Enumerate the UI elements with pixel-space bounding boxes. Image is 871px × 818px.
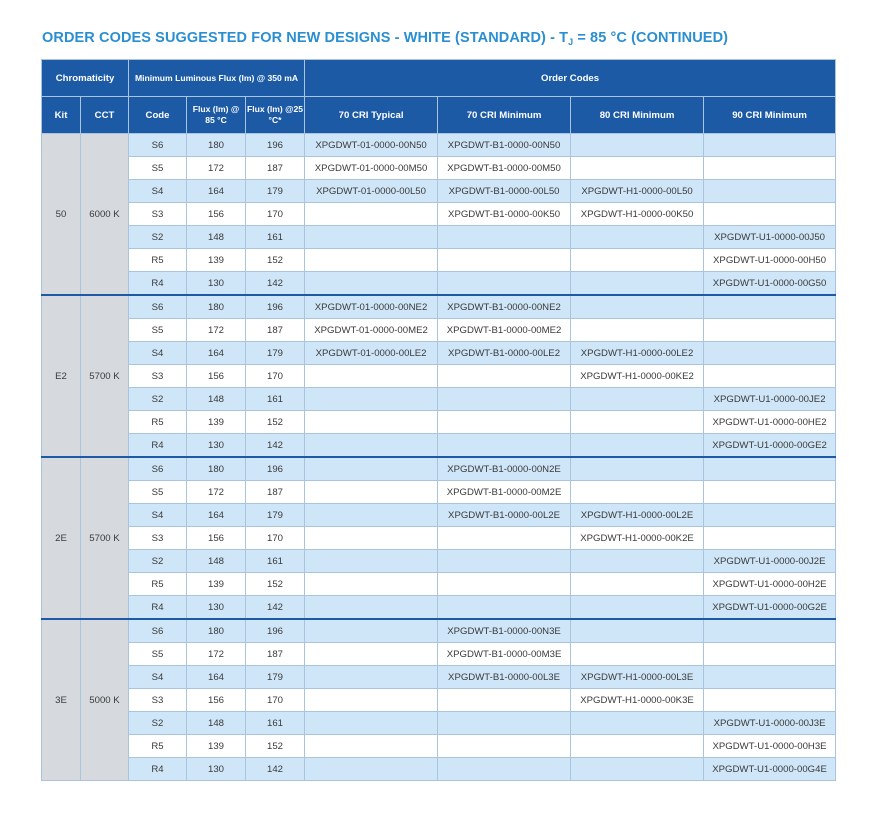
code-cell: S3 xyxy=(129,689,187,712)
flux-25-cell: 152 xyxy=(246,249,305,272)
order-code-70cri-minimum: XPGDWT-B1-0000-00L50 xyxy=(438,180,571,203)
order-codes-table xyxy=(41,59,836,781)
table-row xyxy=(42,666,836,689)
flux-25-cell: 196 xyxy=(246,134,305,157)
order-code-70cri-minimum xyxy=(438,527,571,550)
table-row xyxy=(42,504,836,527)
table-row xyxy=(42,457,836,481)
order-code-90cri-minimum xyxy=(704,180,836,203)
header-70cri-typical: 70 CRI Typical xyxy=(305,97,438,134)
header-order-codes: Order Codes xyxy=(305,60,836,97)
code-cell: R5 xyxy=(129,735,187,758)
order-code-70cri-minimum xyxy=(438,249,571,272)
table-row xyxy=(42,342,836,365)
page-title xyxy=(42,30,728,47)
order-code-90cri-minimum xyxy=(704,365,836,388)
order-code-80cri-minimum: XPGDWT-H1-0000-00L3E xyxy=(571,666,704,689)
order-code-70cri-minimum xyxy=(438,573,571,596)
order-code-70cri-minimum xyxy=(438,365,571,388)
order-code-70cri-minimum xyxy=(438,550,571,573)
order-code-80cri-minimum: XPGDWT-H1-0000-00LE2 xyxy=(571,342,704,365)
order-code-90cri-minimum xyxy=(704,157,836,180)
flux-85-cell: 180 xyxy=(187,134,246,157)
order-code-70cri-typical xyxy=(305,573,438,596)
order-code-90cri-minimum xyxy=(704,619,836,643)
order-code-90cri-minimum xyxy=(704,666,836,689)
flux-85-cell: 148 xyxy=(187,550,246,573)
flux-85-cell: 180 xyxy=(187,457,246,481)
order-code-90cri-minimum xyxy=(704,481,836,504)
order-code-70cri-minimum: XPGDWT-B1-0000-00M2E xyxy=(438,481,571,504)
flux-85-cell: 180 xyxy=(187,619,246,643)
flux-25-cell: 187 xyxy=(246,643,305,666)
order-code-80cri-minimum xyxy=(571,596,704,620)
flux-25-cell: 179 xyxy=(246,180,305,203)
order-code-70cri-typical xyxy=(305,712,438,735)
cct-cell: 5700 K xyxy=(81,457,129,619)
flux-85-cell: 148 xyxy=(187,388,246,411)
flux-25-cell: 196 xyxy=(246,295,305,319)
order-code-90cri-minimum xyxy=(704,342,836,365)
order-code-70cri-typical: XPGDWT-01-0000-00LE2 xyxy=(305,342,438,365)
flux-85-cell: 139 xyxy=(187,573,246,596)
table-row xyxy=(42,203,836,226)
flux-25-cell: 179 xyxy=(246,504,305,527)
code-cell: R4 xyxy=(129,596,187,620)
order-code-90cri-minimum: XPGDWT-U1-0000-00J3E xyxy=(704,712,836,735)
order-code-70cri-minimum xyxy=(438,411,571,434)
order-code-90cri-minimum: XPGDWT-U1-0000-00JE2 xyxy=(704,388,836,411)
order-code-90cri-minimum: XPGDWT-U1-0000-00G2E xyxy=(704,596,836,620)
order-code-90cri-minimum xyxy=(704,295,836,319)
order-code-70cri-typical xyxy=(305,411,438,434)
flux-85-cell: 172 xyxy=(187,643,246,666)
order-code-70cri-minimum: XPGDWT-B1-0000-00NE2 xyxy=(438,295,571,319)
order-code-90cri-minimum: XPGDWT-U1-0000-00H2E xyxy=(704,573,836,596)
code-cell: R5 xyxy=(129,411,187,434)
table-row xyxy=(42,180,836,203)
order-code-70cri-typical: XPGDWT-01-0000-00M50 xyxy=(305,157,438,180)
order-code-80cri-minimum xyxy=(571,758,704,781)
order-code-70cri-typical: XPGDWT-01-0000-00L50 xyxy=(305,180,438,203)
order-code-80cri-minimum xyxy=(571,434,704,458)
table-body xyxy=(42,134,836,781)
flux-25-cell: 152 xyxy=(246,573,305,596)
order-code-70cri-typical: XPGDWT-01-0000-00NE2 xyxy=(305,295,438,319)
flux-25-cell: 142 xyxy=(246,758,305,781)
order-code-80cri-minimum xyxy=(571,319,704,342)
order-code-80cri-minimum xyxy=(571,249,704,272)
flux-25-cell: 142 xyxy=(246,434,305,458)
order-code-70cri-typical xyxy=(305,689,438,712)
order-code-70cri-minimum xyxy=(438,712,571,735)
order-code-80cri-minimum: XPGDWT-H1-0000-00K3E xyxy=(571,689,704,712)
kit-cell: E2 xyxy=(42,295,81,457)
order-code-90cri-minimum: XPGDWT-U1-0000-00G4E xyxy=(704,758,836,781)
header-80cri-minimum: 80 CRI Minimum xyxy=(571,97,704,134)
table-row xyxy=(42,157,836,180)
header-code: Code xyxy=(129,97,187,134)
order-code-90cri-minimum: XPGDWT-U1-0000-00J2E xyxy=(704,550,836,573)
order-code-90cri-minimum xyxy=(704,457,836,481)
order-code-80cri-minimum xyxy=(571,411,704,434)
flux-25-cell: 196 xyxy=(246,457,305,481)
code-cell: S4 xyxy=(129,342,187,365)
table-row xyxy=(42,226,836,249)
order-code-80cri-minimum xyxy=(571,619,704,643)
order-code-70cri-minimum xyxy=(438,226,571,249)
order-code-90cri-minimum: XPGDWT-U1-0000-00GE2 xyxy=(704,434,836,458)
order-code-70cri-minimum: XPGDWT-B1-0000-00N50 xyxy=(438,134,571,157)
order-code-90cri-minimum xyxy=(704,203,836,226)
table-row xyxy=(42,689,836,712)
order-code-70cri-minimum: XPGDWT-B1-0000-00ME2 xyxy=(438,319,571,342)
order-code-70cri-typical xyxy=(305,457,438,481)
flux-85-cell: 172 xyxy=(187,319,246,342)
flux-25-cell: 187 xyxy=(246,481,305,504)
code-cell: R4 xyxy=(129,434,187,458)
header-flux-group: Minimum Luminous Flux (lm) @ 350 mA xyxy=(129,60,305,97)
table-row xyxy=(42,272,836,296)
order-code-70cri-minimum xyxy=(438,434,571,458)
table-row xyxy=(42,319,836,342)
order-code-80cri-minimum xyxy=(571,157,704,180)
order-code-80cri-minimum xyxy=(571,735,704,758)
flux-85-cell: 148 xyxy=(187,712,246,735)
order-code-70cri-typical xyxy=(305,596,438,620)
order-code-90cri-minimum xyxy=(704,689,836,712)
page-title-subscript: J xyxy=(568,37,574,47)
flux-25-cell: 170 xyxy=(246,365,305,388)
page-title-suffix: = 85 °C (CONTINUED) xyxy=(573,30,729,46)
cct-cell: 5700 K xyxy=(81,295,129,457)
order-code-70cri-typical xyxy=(305,504,438,527)
order-code-80cri-minimum xyxy=(571,295,704,319)
table-row xyxy=(42,365,836,388)
order-code-80cri-minimum: XPGDWT-H1-0000-00KE2 xyxy=(571,365,704,388)
order-code-80cri-minimum xyxy=(571,134,704,157)
order-code-70cri-typical xyxy=(305,388,438,411)
code-cell: R4 xyxy=(129,272,187,296)
order-code-70cri-minimum xyxy=(438,758,571,781)
header-flux-25: Flux (lm) @25 °C* xyxy=(246,97,305,134)
flux-85-cell: 172 xyxy=(187,481,246,504)
order-code-70cri-minimum: XPGDWT-B1-0000-00N3E xyxy=(438,619,571,643)
table-row xyxy=(42,712,836,735)
header-flux-85: Flux (lm) @ 85 °C xyxy=(187,97,246,134)
order-code-70cri-typical xyxy=(305,203,438,226)
order-code-70cri-minimum xyxy=(438,388,571,411)
code-cell: S5 xyxy=(129,319,187,342)
order-code-70cri-typical xyxy=(305,550,438,573)
flux-85-cell: 148 xyxy=(187,226,246,249)
code-cell: S3 xyxy=(129,527,187,550)
code-cell: S2 xyxy=(129,226,187,249)
order-code-80cri-minimum: XPGDWT-H1-0000-00L2E xyxy=(571,504,704,527)
order-code-90cri-minimum: XPGDWT-U1-0000-00HE2 xyxy=(704,411,836,434)
code-cell: S5 xyxy=(129,643,187,666)
flux-25-cell: 161 xyxy=(246,550,305,573)
code-cell: S3 xyxy=(129,365,187,388)
order-code-90cri-minimum xyxy=(704,504,836,527)
order-code-70cri-typical xyxy=(305,643,438,666)
order-code-90cri-minimum: XPGDWT-U1-0000-00H3E xyxy=(704,735,836,758)
table-row xyxy=(42,527,836,550)
order-code-70cri-typical xyxy=(305,249,438,272)
page-title-main: ORDER CODES SUGGESTED FOR NEW DESIGNS - WHITE (STANDARD) - T xyxy=(42,30,569,46)
flux-85-cell: 164 xyxy=(187,666,246,689)
order-code-70cri-typical xyxy=(305,272,438,296)
table-row xyxy=(42,735,836,758)
flux-85-cell: 172 xyxy=(187,157,246,180)
table-header xyxy=(42,60,836,134)
order-code-80cri-minimum xyxy=(571,573,704,596)
flux-85-cell: 139 xyxy=(187,735,246,758)
order-code-90cri-minimum: XPGDWT-U1-0000-00H50 xyxy=(704,249,836,272)
order-code-70cri-minimum: XPGDWT-B1-0000-00L2E xyxy=(438,504,571,527)
order-code-70cri-typical xyxy=(305,365,438,388)
cct-cell: 6000 K xyxy=(81,134,129,296)
flux-85-cell: 156 xyxy=(187,527,246,550)
table-row xyxy=(42,596,836,620)
order-code-70cri-minimum: XPGDWT-B1-0000-00N2E xyxy=(438,457,571,481)
order-code-70cri-minimum: XPGDWT-B1-0000-00LE2 xyxy=(438,342,571,365)
flux-85-cell: 130 xyxy=(187,596,246,620)
kit-cell: 2E xyxy=(42,457,81,619)
order-code-80cri-minimum xyxy=(571,481,704,504)
table-row xyxy=(42,758,836,781)
code-cell: S4 xyxy=(129,504,187,527)
order-code-80cri-minimum xyxy=(571,272,704,296)
order-code-90cri-minimum xyxy=(704,527,836,550)
code-cell: R4 xyxy=(129,758,187,781)
table-row xyxy=(42,411,836,434)
order-code-70cri-typical xyxy=(305,434,438,458)
flux-25-cell: 152 xyxy=(246,411,305,434)
order-code-80cri-minimum: XPGDWT-H1-0000-00L50 xyxy=(571,180,704,203)
order-code-70cri-minimum: XPGDWT-B1-0000-00L3E xyxy=(438,666,571,689)
flux-85-cell: 139 xyxy=(187,411,246,434)
flux-25-cell: 161 xyxy=(246,226,305,249)
cct-cell: 5000 K xyxy=(81,619,129,781)
flux-25-cell: 179 xyxy=(246,342,305,365)
flux-85-cell: 130 xyxy=(187,758,246,781)
table-row xyxy=(42,550,836,573)
order-code-70cri-typical xyxy=(305,527,438,550)
flux-25-cell: 161 xyxy=(246,712,305,735)
table-row xyxy=(42,643,836,666)
code-cell: S2 xyxy=(129,550,187,573)
order-code-80cri-minimum: XPGDWT-H1-0000-00K50 xyxy=(571,203,704,226)
table-row xyxy=(42,481,836,504)
flux-85-cell: 130 xyxy=(187,434,246,458)
order-code-80cri-minimum xyxy=(571,712,704,735)
code-cell: S2 xyxy=(129,712,187,735)
flux-25-cell: 187 xyxy=(246,157,305,180)
code-cell: S6 xyxy=(129,295,187,319)
order-code-90cri-minimum xyxy=(704,319,836,342)
flux-25-cell: 142 xyxy=(246,596,305,620)
code-cell: R5 xyxy=(129,573,187,596)
order-code-80cri-minimum xyxy=(571,457,704,481)
order-code-70cri-typical xyxy=(305,619,438,643)
header-kit: Kit xyxy=(42,97,81,134)
code-cell: S4 xyxy=(129,180,187,203)
code-cell: R5 xyxy=(129,249,187,272)
order-code-80cri-minimum xyxy=(571,388,704,411)
flux-25-cell: 187 xyxy=(246,319,305,342)
code-cell: S5 xyxy=(129,157,187,180)
flux-85-cell: 156 xyxy=(187,365,246,388)
order-code-70cri-typical: XPGDWT-01-0000-00N50 xyxy=(305,134,438,157)
order-code-70cri-minimum: XPGDWT-B1-0000-00M3E xyxy=(438,643,571,666)
flux-25-cell: 170 xyxy=(246,689,305,712)
flux-25-cell: 196 xyxy=(246,619,305,643)
order-code-70cri-minimum: XPGDWT-B1-0000-00K50 xyxy=(438,203,571,226)
table-row xyxy=(42,249,836,272)
kit-cell: 3E xyxy=(42,619,81,781)
order-code-70cri-typical: XPGDWT-01-0000-00ME2 xyxy=(305,319,438,342)
code-cell: S4 xyxy=(129,666,187,689)
flux-25-cell: 142 xyxy=(246,272,305,296)
order-code-70cri-minimum xyxy=(438,272,571,296)
order-code-80cri-minimum xyxy=(571,226,704,249)
flux-25-cell: 179 xyxy=(246,666,305,689)
flux-85-cell: 139 xyxy=(187,249,246,272)
code-cell: S5 xyxy=(129,481,187,504)
code-cell: S6 xyxy=(129,457,187,481)
table-row xyxy=(42,134,836,157)
code-cell: S6 xyxy=(129,134,187,157)
order-code-90cri-minimum xyxy=(704,643,836,666)
flux-25-cell: 161 xyxy=(246,388,305,411)
header-90cri-minimum: 90 CRI Minimum xyxy=(704,97,836,134)
order-code-80cri-minimum: XPGDWT-H1-0000-00K2E xyxy=(571,527,704,550)
order-code-80cri-minimum xyxy=(571,643,704,666)
flux-25-cell: 170 xyxy=(246,527,305,550)
flux-85-cell: 180 xyxy=(187,295,246,319)
header-cct: CCT xyxy=(81,97,129,134)
order-code-70cri-typical xyxy=(305,735,438,758)
table-row xyxy=(42,573,836,596)
order-code-70cri-minimum xyxy=(438,596,571,620)
order-code-70cri-minimum xyxy=(438,689,571,712)
code-cell: S6 xyxy=(129,619,187,643)
order-code-90cri-minimum: XPGDWT-U1-0000-00J50 xyxy=(704,226,836,249)
flux-25-cell: 152 xyxy=(246,735,305,758)
flux-85-cell: 164 xyxy=(187,342,246,365)
order-code-70cri-typical xyxy=(305,666,438,689)
order-code-70cri-minimum xyxy=(438,735,571,758)
code-cell: S3 xyxy=(129,203,187,226)
flux-85-cell: 156 xyxy=(187,689,246,712)
order-code-80cri-minimum xyxy=(571,550,704,573)
order-code-90cri-minimum xyxy=(704,134,836,157)
order-code-70cri-typical xyxy=(305,226,438,249)
header-70cri-minimum: 70 CRI Minimum xyxy=(438,97,571,134)
table-row xyxy=(42,295,836,319)
flux-25-cell: 170 xyxy=(246,203,305,226)
order-code-70cri-typical xyxy=(305,481,438,504)
table-row xyxy=(42,388,836,411)
order-code-90cri-minimum: XPGDWT-U1-0000-00G50 xyxy=(704,272,836,296)
order-code-70cri-minimum: XPGDWT-B1-0000-00M50 xyxy=(438,157,571,180)
order-code-70cri-typical xyxy=(305,758,438,781)
kit-cell: 50 xyxy=(42,134,81,296)
header-chromaticity: Chromaticity xyxy=(42,60,129,97)
table-row xyxy=(42,434,836,458)
code-cell: S2 xyxy=(129,388,187,411)
flux-85-cell: 164 xyxy=(187,504,246,527)
table-row xyxy=(42,619,836,643)
flux-85-cell: 156 xyxy=(187,203,246,226)
flux-85-cell: 130 xyxy=(187,272,246,296)
flux-85-cell: 164 xyxy=(187,180,246,203)
